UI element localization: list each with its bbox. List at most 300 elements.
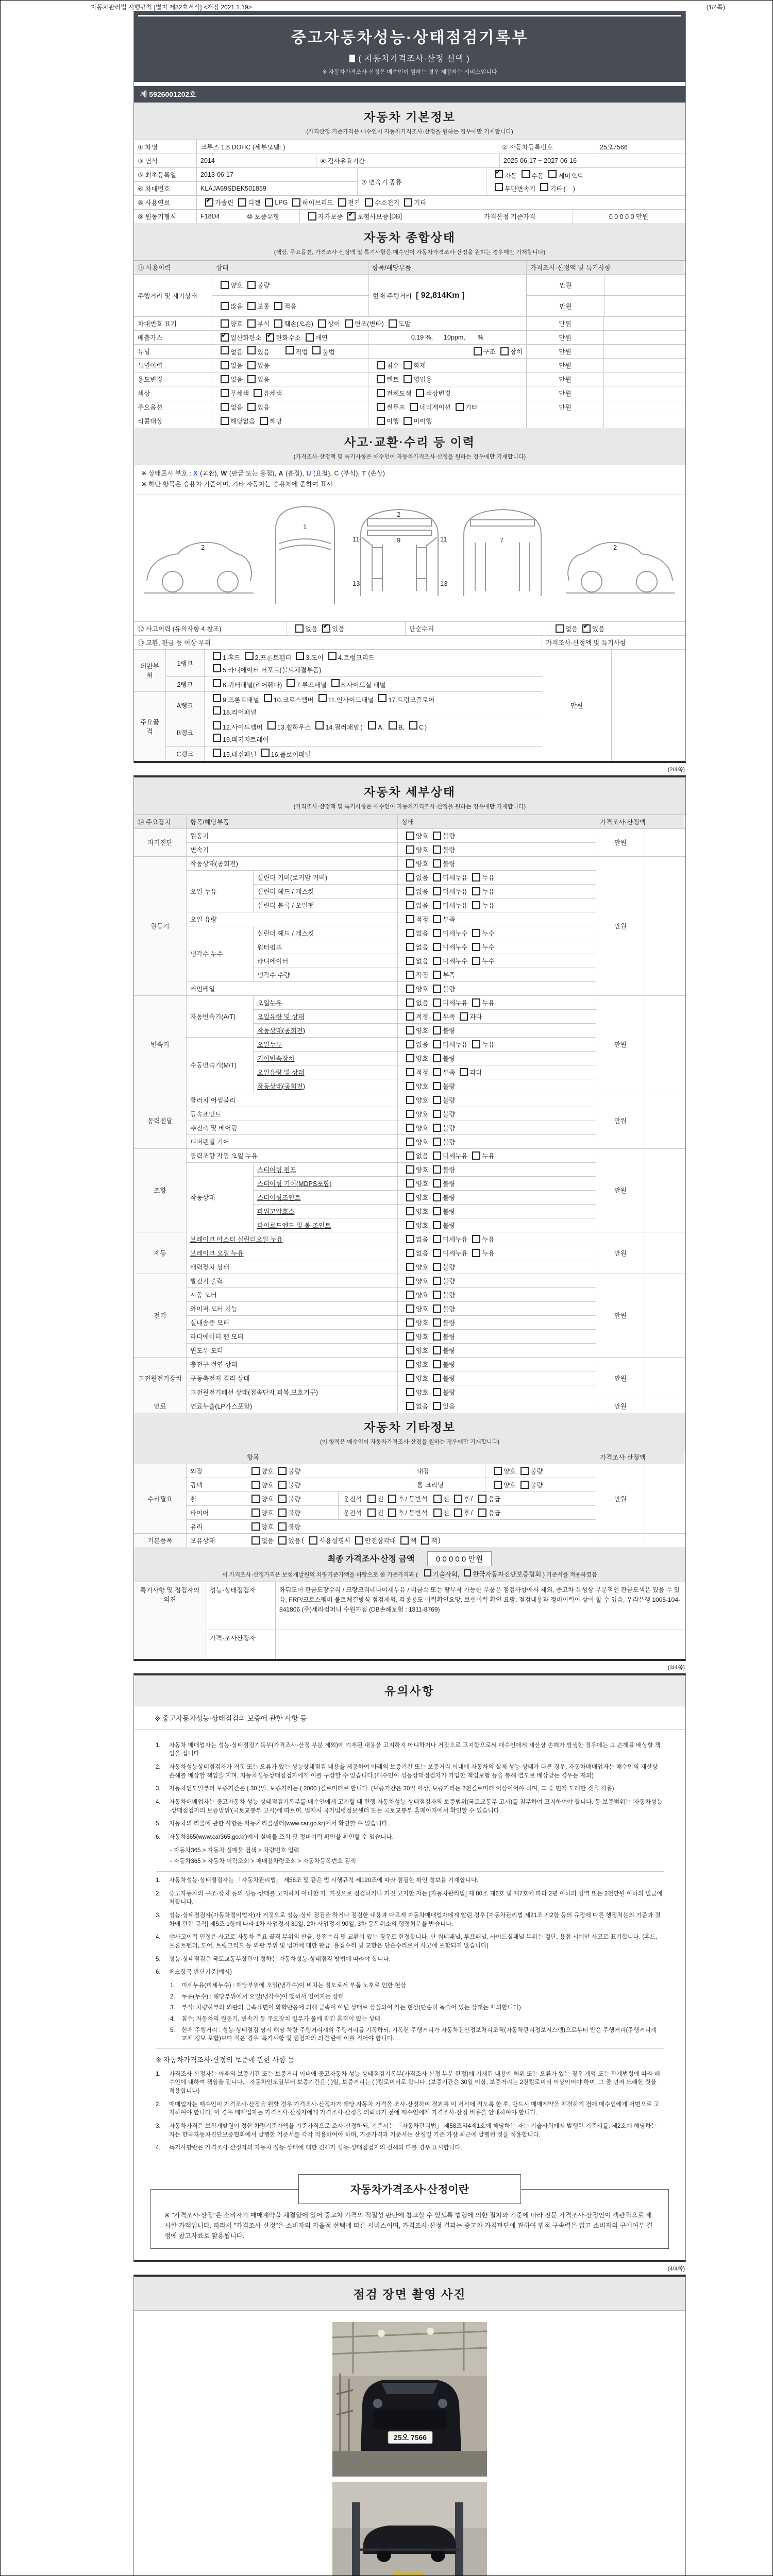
checkbox-label: 불량 [530,1467,543,1475]
checkbox-수동[interactable] [522,170,530,178]
checkbox-적정[interactable] [406,915,414,923]
checkbox-미이행[interactable] [404,417,412,425]
checkbox-안전삼각대[interactable] [355,1536,363,1545]
checkbox-일산화탄소[interactable] [221,333,229,342]
checkbox-적음[interactable] [274,302,282,310]
checkbox-label: 전 [377,1495,384,1503]
checkbox-불량[interactable] [433,1277,441,1285]
checkbox-응급[interactable] [478,1495,486,1503]
checkbox-양호[interactable] [251,1522,260,1531]
checkbox-적정[interactable] [406,971,414,979]
checkbox-label: 하이브리드 [302,199,333,207]
checkbox-있음[interactable] [433,1402,441,1410]
state-options [398,1316,596,1329]
checkbox-무단변속기[interactable] [495,183,503,191]
checkbox-label: 누유 [482,1152,495,1160]
checkbox-양호[interactable] [406,1207,414,1215]
checkbox-양호[interactable] [251,1481,260,1489]
subgroup-label: 작동상태 [187,1163,254,1232]
checkbox-없음[interactable] [251,1536,260,1545]
state-options [398,1330,596,1343]
checkbox-불량[interactable] [433,859,441,868]
checkbox-없음[interactable] [406,943,414,951]
checkbox-상이[interactable] [318,319,326,328]
checkbox-불량[interactable] [247,281,256,289]
row-label: 색상 [134,386,212,400]
rank-items [205,650,542,676]
state-options [398,1274,596,1287]
checkbox-4.트렁크리드[interactable] [328,652,337,660]
checkbox-불량[interactable] [520,1467,529,1475]
document-subtitle: ( 자동차가격조사·산정 선택 ) [134,52,685,64]
checkbox-누유[interactable] [472,998,480,1007]
checkbox-전[interactable] [367,1509,376,1517]
checkbox-장치[interactable] [500,347,509,355]
notice-item: 5. 성능·상태점검은 국토교통부장관이 정하는 자동차성능·상태점검 방법에 따라야 합니다. [156,1956,391,1962]
checkbox-있음[interactable] [247,375,256,383]
checkbox-label: 있음 [443,1402,456,1410]
checkbox-가솔린[interactable] [205,198,213,207]
row-label: 주행거리 및 계기상태 [134,275,212,316]
checkbox-미세누유[interactable] [433,1235,441,1243]
checkbox-불량[interactable] [433,1263,441,1271]
checkbox-양호[interactable] [406,832,414,840]
checkbox-양호[interactable] [406,1193,414,1201]
checkbox-16.플로어패널[interactable] [261,749,270,757]
checkbox-C[interactable] [409,721,417,730]
svg-text:13: 13 [440,579,448,587]
checkbox-있음[interactable] [322,624,330,633]
checkbox-19.패키지트레이[interactable] [213,734,221,742]
checkbox-적정[interactable] [406,1068,414,1076]
checkbox-불량[interactable] [433,1138,441,1146]
car-diagram-svg [139,498,680,616]
checkbox-불량[interactable] [433,1165,441,1174]
checkbox-없음[interactable] [295,624,304,633]
checkbox-label: 불량 [443,1110,456,1118]
checkbox-불량[interactable] [433,1124,441,1132]
checkbox-label: 불량 [288,1523,301,1531]
checkbox-양호[interactable] [406,1138,414,1146]
checkbox-해당없음[interactable] [221,417,229,425]
checkbox-누유[interactable] [472,901,480,909]
checkbox-미세누유[interactable] [433,901,441,909]
checkbox-양호[interactable] [406,1054,414,1062]
checkbox-label: 11.인사이드패널 [328,696,374,704]
checkbox-영업용[interactable] [404,375,412,383]
checkbox-양호[interactable] [406,1374,414,1382]
checkbox-불량[interactable] [278,1467,287,1475]
checkbox-도말[interactable] [389,319,397,328]
checkbox-label: 세미오토 [558,173,583,180]
checkbox-전[interactable] [367,1495,376,1503]
checkbox-불량[interactable] [433,1054,441,1062]
state-options [398,926,596,940]
checkbox-과다[interactable] [460,1012,468,1021]
checkbox-전[interactable] [433,1495,442,1503]
checkbox-화재[interactable] [404,361,412,369]
checkbox-양호[interactable] [406,1291,414,1299]
checkbox-기술사회,[interactable] [424,1569,431,1577]
checkbox-렌트[interactable] [377,375,385,383]
checkbox-label: 부식 [257,320,270,328]
checkbox-불량[interactable] [433,1110,441,1118]
checkbox-부족[interactable] [433,971,441,979]
document-title: 중고자동차성능·상태점검기록부 [291,29,529,46]
checkbox-누유[interactable] [472,1249,480,1257]
item-label: 등속죠인트 [187,1107,398,1121]
checkbox-없음[interactable] [406,1402,414,1410]
first-registration-value: 2013-06-17 [197,168,358,181]
device-group-원동기 [134,857,685,996]
checkbox-3.도어[interactable] [296,652,304,660]
device-group-label: 고전원전기장치 [134,1358,187,1399]
notice-subitem: 4. 침수: 자동차의 원동기, 변속기 등 주요장치 일부가 물에 잠긴 흔적이 있는 상태 [170,2015,380,2022]
checkbox-양호[interactable] [221,281,229,289]
checkbox-불량[interactable] [433,1179,441,1188]
checkbox-후[interactable] [388,1495,396,1503]
checkbox-불량[interactable] [433,1388,441,1396]
checkbox-있음[interactable] [278,1536,287,1545]
checkbox-미세누유[interactable] [433,1151,441,1160]
item-label: 커먼레일 [187,982,398,995]
checkbox-8.사이드실 패널[interactable] [331,679,340,687]
price-cell: 만원 [527,345,604,358]
checkbox-A,[interactable] [368,721,376,730]
checkbox-13.휠하우스[interactable] [267,721,276,730]
device-group-제동 [134,1232,685,1274]
checkbox-기타[interactable] [456,403,464,411]
subgroup-label: 냉각수 누수 [187,926,254,981]
checkbox-양호[interactable] [406,1179,414,1188]
checkbox-불량[interactable] [433,1207,441,1215]
checkbox-누유[interactable] [472,887,480,895]
checkbox-유채색[interactable] [254,389,262,397]
section-subtitle: (가격조사·산정액 및 특기사항은 매수인이 자동차가격조사·산정을 원하는 경우에만 기재합니다) [293,454,526,460]
checkbox-10.크로스멤버[interactable] [264,694,272,702]
checkbox-1.후드[interactable] [213,652,221,660]
legend-code-U: U [306,470,311,477]
checkbox-label: 양호 [416,1110,429,1118]
checkbox-기타[interactable] [404,198,412,207]
item-label: 오일유량 및 상태 [254,1010,398,1023]
blank-cell [645,1399,684,1413]
row-label: 광택 [187,1478,243,1492]
checkbox-양호[interactable] [406,1026,414,1035]
checkbox-불량[interactable] [433,1193,441,1201]
checkbox-누유[interactable] [472,1040,480,1048]
checkbox-적정[interactable] [406,1012,414,1021]
checkbox-없음[interactable] [406,873,414,882]
checkbox-누수[interactable] [472,957,480,965]
checkbox-보험사보증[interactable] [347,212,356,221]
checkbox-불량[interactable] [433,1082,441,1090]
checkbox-디젤[interactable] [238,198,246,207]
checkbox-없음[interactable] [221,403,229,411]
checkbox-없음[interactable] [221,361,229,369]
checkbox-없음[interactable] [221,375,229,383]
checkbox-18.리어패널[interactable] [213,706,221,715]
checkbox-없음[interactable] [406,1249,414,1257]
checkbox-양호[interactable] [221,319,229,328]
checkbox-한국자동차진단보증협회[interactable] [464,1569,471,1577]
checkbox-없음[interactable] [406,929,414,937]
checkbox-불량[interactable] [433,1346,441,1354]
checkbox-기타[interactable] [540,183,548,191]
checkbox-해당[interactable] [260,417,268,425]
checkbox-양호[interactable] [406,1360,414,1368]
state-options [398,871,596,884]
checkbox-침수[interactable] [377,361,385,369]
checkbox-label: 양호 [416,985,429,993]
checkbox-2.프론트휀더[interactable] [245,652,254,660]
price-cell: 만원 [596,1093,645,1148]
checkbox-양호[interactable] [406,845,414,854]
checkbox-6.쿼터패널(리어휀다)[interactable] [213,679,221,687]
checkbox-미세누유[interactable] [433,1249,441,1257]
checkbox-적법[interactable] [285,346,294,354]
checkbox-썬루프[interactable] [377,403,385,411]
checkbox-label: 누수 [482,929,495,937]
device-group-자기진단 [134,829,685,857]
checkbox-세미오토[interactable] [548,170,557,178]
checkbox-label: 불량 [443,1333,456,1341]
checkbox-9.프론트패널[interactable] [213,694,221,702]
checkbox-없음[interactable] [406,1151,414,1160]
rank-label: C랭크 [166,747,205,761]
rank-items [205,719,542,746]
checkbox-양호[interactable] [494,1481,502,1489]
checkbox-변조(변타)[interactable] [345,319,353,328]
checkbox-label: 양호 [416,1096,429,1104]
header-rule [138,15,681,16]
checkbox-있음[interactable] [582,624,591,633]
checkbox-양호[interactable] [406,1221,414,1229]
checkbox-색상변경[interactable] [416,389,424,397]
checkbox-없음[interactable] [406,957,414,965]
state-options [398,1385,596,1399]
checkbox-미세누유[interactable] [433,887,441,895]
checkbox-11.인사이드패널[interactable] [318,694,327,702]
document-number: 제 5926001202호 [134,86,685,103]
checkbox-불량[interactable] [433,1332,441,1341]
checkbox-label: 있음 [257,376,270,383]
checkbox-불량[interactable] [520,1481,529,1489]
checkbox-있음[interactable] [247,346,256,354]
checkbox-불량[interactable] [433,1221,441,1229]
checkbox-미세누수[interactable] [433,929,441,937]
notice-subitem: 3. 부식: 차량하부와 외판의 금속표면이 화학반응에 의해 금속이 아닌 상태로 상실되어 가는 현상(단순히 녹슬어 있는 상태는 제외합니다) [170,2005,521,2011]
checkbox-label: 후 [463,1495,470,1503]
blank-cell [645,1358,684,1399]
checkbox-양호[interactable] [406,1082,414,1090]
checkbox-label: 양호 [416,1180,429,1188]
checkbox-불량[interactable] [278,1509,287,1517]
checkbox-label: C [418,723,424,731]
checkbox-label: 있음 [332,625,345,633]
notice-item: 4. ⑫사고이력 인정은 사고로 자동차 주요 골격 부위의 판금, 용접수리 및 교환이 있는 경우로 한정합니다. 단 쿼터패널, 루프패널, 사이드실패널 부위는 절단, 용접 시에만 사고로 표기합니다. (후드, 프론트펜더, 도어, 트렁크리드 등 외판 부위 및 범퍼에 대한 판금, 용접수리 및 교환은 단순수리로서 사고에 포함되지 않습니다) [156,1934,658,1949]
checkbox-전[interactable] [433,1509,442,1517]
checkbox-수소전기[interactable] [365,198,373,207]
checkbox-불량[interactable] [433,1360,441,1368]
checkbox-잭[interactable] [400,1536,409,1545]
checkbox-없음[interactable] [406,901,414,909]
checkbox-없음[interactable] [406,1040,414,1048]
final-price-value: 0 0 0 0 0 만원 [427,1551,492,1566]
checkbox-없음[interactable] [406,998,414,1007]
checkbox-불량[interactable] [433,832,441,840]
checkbox-사용설명서[interactable] [309,1536,317,1545]
notice-subitem: - 자동차365 > 자동차 이력조회 > 매매용차량조회 > 자동차등록번호 검색 [170,1858,356,1865]
checkbox-미세누유[interactable] [433,1040,441,1048]
checkbox-양호[interactable] [406,985,414,993]
checkbox-불량[interactable] [433,1318,441,1327]
checkbox-불량[interactable] [433,1374,441,1382]
option-text: / 동반석 [405,1495,428,1503]
checkbox-무채색[interactable] [221,389,229,397]
checkbox-LPG[interactable] [265,198,273,207]
checkbox-양호[interactable] [251,1509,260,1517]
checkbox-탄화수소[interactable] [266,333,274,342]
checkbox-양호[interactable] [251,1495,260,1503]
checkbox-구조[interactable] [474,347,482,355]
emission-values: 0.19 %, 10ppm, % [368,331,527,344]
checkbox-양호[interactable] [406,1165,414,1174]
checkbox-후[interactable] [454,1495,462,1503]
checkbox-후[interactable] [454,1509,462,1517]
field-label: ③ 연식 [134,154,197,167]
checkbox-누수[interactable] [472,929,480,937]
checkbox-label: 없음 [416,1249,429,1257]
checkbox-label: 양호 [416,1347,429,1354]
checkbox-부식[interactable] [247,319,256,328]
checkbox-양호[interactable] [406,1263,414,1271]
rank-row [166,677,542,691]
checkbox-불량[interactable] [433,1291,441,1299]
checkbox-없음[interactable] [406,1235,414,1243]
checkbox-누유[interactable] [472,873,480,882]
checkbox-누유[interactable] [472,1151,480,1160]
state-options [398,857,596,870]
checkbox-양호[interactable] [406,1277,414,1285]
checkbox-하이브리드[interactable] [292,198,300,207]
checkbox-양호[interactable] [406,859,414,868]
checkbox-양호[interactable] [406,1096,414,1104]
checkbox-양호[interactable] [406,1124,414,1132]
checkbox-양호[interactable] [406,1110,414,1118]
checkbox-부족[interactable] [433,1068,441,1076]
checkbox-양호[interactable] [406,1346,414,1354]
checkbox-누유[interactable] [472,1235,480,1243]
checkbox-자가보증[interactable] [308,212,316,221]
checkbox-전체도색[interactable] [377,389,385,397]
checkbox-불량[interactable] [433,1096,441,1104]
checkbox-양호[interactable] [406,1304,414,1313]
checkbox-15.대쉬패널[interactable] [213,749,221,757]
checkbox-부족[interactable] [433,915,441,923]
checkbox-후[interactable] [388,1509,396,1517]
vin-value: KLAJA69SDEK501859 [197,182,358,195]
notice-head-c: ※ 자동차가격조사·산정의 보증에 관한 사항 등 [156,2056,295,2064]
checkbox-B,[interactable] [389,721,397,730]
checkbox-매연[interactable] [306,333,314,342]
checkbox-불량[interactable] [278,1481,287,1489]
checkbox-양호[interactable] [406,1332,414,1341]
checkbox-있음[interactable] [247,403,256,411]
checkbox-잭[interactable] [421,1536,429,1545]
checkbox-12.사이드멤버[interactable] [213,721,221,730]
checkbox-미세누수[interactable] [433,943,441,951]
notice-item: 6. 자동차365(www.car365.go.kr)에서 실매물 조회 및 정비이력 확인을 확인할 수 있습니다. [156,1834,394,1840]
state-options [398,1052,596,1065]
row-label: 특별이력 [134,359,212,372]
checkbox-불량[interactable] [433,1026,441,1035]
state-options [398,996,596,1009]
checkbox-label: 불량 [530,1481,543,1489]
checkbox-14.필러패널[interactable] [315,721,324,730]
checkbox-누수[interactable] [472,943,480,951]
checkbox-suffix: [DB] [389,213,402,220]
checkbox-label: 불량 [288,1481,301,1489]
checkbox-양호[interactable] [406,1388,414,1396]
checkbox-이행[interactable] [377,417,385,425]
checkbox-불량[interactable] [278,1522,287,1531]
checkbox-label: 디젤 [248,199,261,207]
notice-subitem: 5. 현재 주행거리 : 성능·상태점검 당시 해당 차량 주행거리계의 주행거리를 기록하되, 기록한 주행거리가 자동차전산정보처리조직(자동차관리정보시스템)으로부터 받은 주행거리(주행거리계 교체 정보 포함)보다 적은 경우 '특기사항 및 점검자의 의견'란에 이를 적어야 합니다. [170,2027,657,2042]
checkbox-양호[interactable] [494,1467,502,1475]
checkbox-보통[interactable] [247,302,256,310]
checkbox-label: 불량 [443,1180,456,1188]
checkbox-불법[interactable] [312,346,321,354]
checkbox-label: 없음 [230,362,243,369]
price-basis-value: 0 0 0 0 0 만원 [609,213,649,221]
checkbox-많음[interactable] [221,302,229,310]
checkbox-17.트렁크플로어[interactable] [378,694,386,702]
notice-item: 4. 자동차매매업자는 중고자동차 성능·상태점검기록부를 매수인에게 고지할 때 현행 자동차성능·상태점검자의 보증범위(국토교통부 고시)를 첨부하여 고지하여야 합니다. 동 보증범위는 '자동차성능·상태점검자의 보증범위'(국토교통부 고시)에 따르며, 법제처 국가법령정보센터 또는 국토교통부 홈페이지에서 확인할 수 있습니다. [156,1799,663,1814]
price-cell: 만원 [596,1358,645,1399]
checkbox-응급[interactable] [478,1509,486,1517]
checkbox-불량[interactable] [433,845,441,854]
checkbox-있음[interactable] [247,361,256,369]
checkbox-양호[interactable] [406,1318,414,1327]
rank-items [205,747,542,761]
checkbox-미세누유[interactable] [433,998,441,1007]
checkbox-자동[interactable] [495,170,503,178]
checkbox-label: 양호 [230,320,243,328]
checkbox-불량[interactable] [433,1304,441,1313]
checkbox-불량[interactable] [433,985,441,993]
checkbox-label: 불법 [322,349,335,356]
checkbox-과다[interactable] [460,1068,468,1076]
checkbox-7.루프패널[interactable] [287,679,295,687]
checkbox-미세누유[interactable] [433,873,441,882]
checkbox-불량[interactable] [278,1495,287,1503]
checkbox-없음[interactable] [406,887,414,895]
price-cell: 만원 [527,317,604,330]
checkbox-label: 매연 [315,334,328,342]
checkbox-양호[interactable] [251,1467,260,1475]
svg-text:7: 7 [500,536,504,544]
checkbox-전기[interactable] [338,198,346,207]
checkbox-훼손(오손)[interactable] [274,319,282,328]
checkbox-네비게이션[interactable] [410,403,418,411]
svg-text:11: 11 [352,535,360,543]
checkbox-없음[interactable] [556,624,564,633]
checkbox-없음[interactable] [221,346,229,354]
checkbox-5.라디에이터 서포트(볼트체결부품)[interactable] [213,664,221,672]
checkbox-미세누수[interactable] [433,957,441,965]
checkbox-부족[interactable] [433,1012,441,1021]
